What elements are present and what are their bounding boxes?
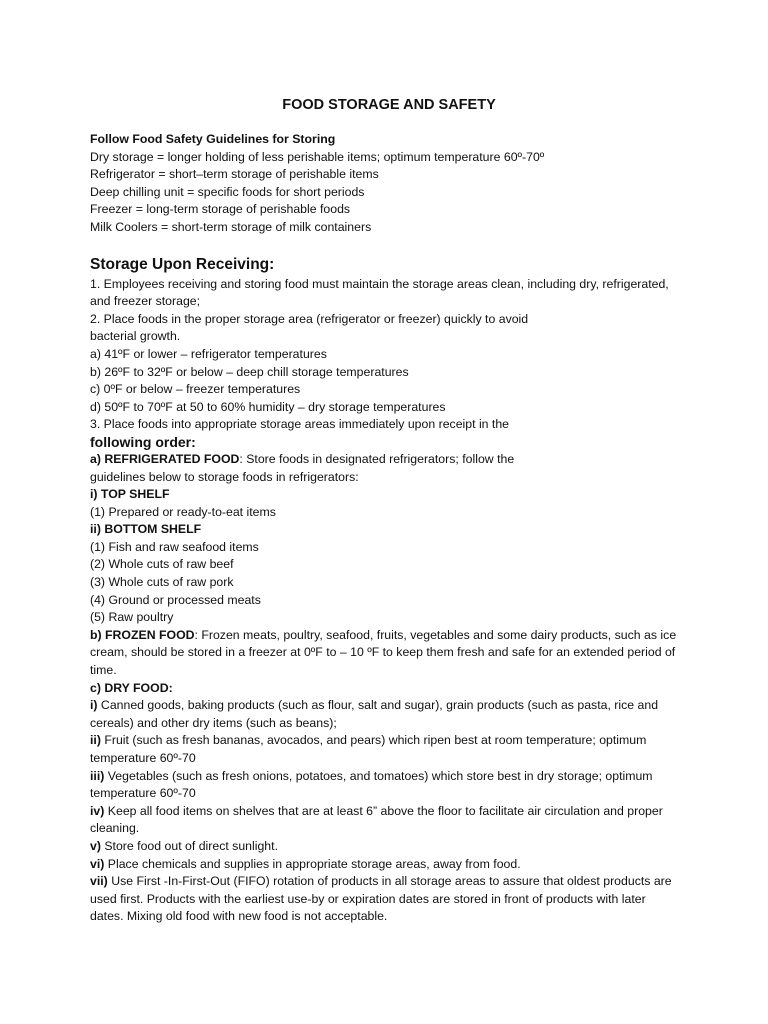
receiving-item-2-line-2: bacterial growth. bbox=[90, 329, 181, 344]
receiving-item-2-line-1: 2. Place foods in the proper storage area (refrigerator or freezer) quickly to avoid bbox=[90, 311, 529, 326]
temp-freezer: c) 0ºF or below – freezer temperatures bbox=[90, 382, 301, 397]
dry-item bbox=[90, 873, 680, 926]
bottom-shelf-item: (4) Ground or processed meats bbox=[90, 592, 261, 607]
frozen-label: b) FROZEN FOOD bbox=[90, 627, 195, 642]
dry-item bbox=[90, 697, 680, 732]
top-shelf-heading: i) TOP SHELF bbox=[90, 487, 170, 502]
dry-item bbox=[90, 803, 680, 838]
dry-item-text: Place chemicals and supplies in appropriate storage areas, away from food. bbox=[104, 856, 521, 871]
document-page bbox=[90, 96, 680, 926]
receiving-item-3: 3. Place foods into appropriate storage areas immediately upon receipt in the bbox=[90, 417, 510, 432]
guidelines-heading: Follow Food Safety Guidelines for Storing bbox=[90, 132, 336, 146]
dry-item-number: iii) bbox=[90, 768, 105, 783]
document-title: FOOD STORAGE AND SAFETY bbox=[282, 97, 496, 113]
dry-item-text: Use First -In-First-Out (FIFO) rotation of products in all storage areas to assure that oldest products are used first. Products with the earliest use-by or expiration dates are stored in front of products with later dates. Mixing old food with new food is not acceptable. bbox=[90, 874, 672, 924]
dry-item-text: Fruit (such as fresh bananas, avocados, and pears) which ripen best at room temperature; optimum temperature 60º-70 bbox=[90, 733, 647, 765]
dry-section bbox=[90, 680, 680, 926]
frozen-text: : Frozen meats, poultry, seafood, fruits, vegetables and some dairy products, such as ice cream, should be stored in a freezer at 0ºF to – 10 ºF to keep them fresh and safe for an extended period of time. bbox=[90, 627, 677, 678]
dry-item bbox=[90, 838, 680, 856]
receiving-item-1: 1. Employees receiving and storing food must maintain the storage areas clean, including dry, refrigerated, and freezer storage; bbox=[90, 276, 669, 309]
guideline-deep-chilling: Deep chilling unit = specific foods for short periods bbox=[90, 184, 365, 199]
dry-item-text: Canned goods, baking products (such as flour, salt and sugar), grain products (such as pasta, rice and cereals) and other dry items (such as beans); bbox=[90, 698, 659, 730]
temp-refrigerator: a) 41ºF or lower – refrigerator temperatures bbox=[90, 346, 327, 361]
bottom-shelf-heading: ii) BOTTOM SHELF bbox=[90, 522, 202, 537]
dry-item-number: vi) bbox=[90, 856, 105, 871]
order-heading: following order: bbox=[90, 433, 196, 450]
bottom-shelf-item: (1) Fish and raw seafood items bbox=[90, 539, 259, 554]
guideline-dry-storage: Dry storage = longer holding of less perishable items; optimum temperature 60º-70º bbox=[90, 149, 545, 164]
dry-item-text: Store food out of direct sunlight. bbox=[100, 838, 278, 853]
dry-item-number: iv) bbox=[90, 803, 105, 818]
refrigerated-section bbox=[90, 451, 680, 627]
refrigerated-text-line-2: guidelines below to storage foods in refrigerators: bbox=[90, 469, 359, 484]
receiving-section bbox=[90, 276, 680, 451]
guideline-milk-coolers: Milk Coolers = short-term storage of milk containers bbox=[90, 219, 372, 234]
guideline-freezer: Freezer = long-term storage of perishable foods bbox=[90, 202, 351, 217]
guideline-refrigerator: Refrigerator = short–term storage of perishable items bbox=[90, 167, 379, 182]
dry-item-text: Keep all food items on shelves that are at least 6” above the floor to facilitate air circulation and proper cleaning. bbox=[90, 803, 663, 836]
receiving-heading: Storage Upon Receiving: bbox=[90, 255, 275, 273]
dry-item-number: ii) bbox=[90, 733, 101, 748]
bottom-shelf-item: (5) Raw poultry bbox=[90, 610, 174, 625]
dry-item-number: i) bbox=[90, 698, 98, 713]
frozen-section bbox=[90, 627, 680, 680]
refrigerated-text-line-1: : Store foods in designated refrigerators; follow the bbox=[239, 451, 515, 466]
dry-food-heading: c) DRY FOOD: bbox=[90, 680, 173, 695]
dry-item-number: vii) bbox=[90, 874, 108, 889]
bottom-shelf-item: (2) Whole cuts of raw beef bbox=[90, 557, 234, 572]
dry-item-text: Vegetables (such as fresh onions, potatoes, and tomatoes) which store best in dry storage; optimum temperature 60º-70 bbox=[90, 768, 653, 801]
refrigerated-label: a) REFRIGERATED FOOD bbox=[90, 451, 240, 466]
bottom-shelf-item: (3) Whole cuts of raw pork bbox=[90, 575, 234, 590]
dry-item bbox=[90, 856, 680, 874]
temp-dry-storage: d) 50ºF to 70ºF at 50 to 60% humidity – dry storage temperatures bbox=[90, 399, 446, 414]
dry-item bbox=[90, 768, 680, 803]
dry-item bbox=[90, 732, 680, 767]
guidelines-section bbox=[90, 131, 680, 237]
dry-item-number: v) bbox=[90, 838, 101, 853]
temp-deep-chill: b) 26ºF to 32ºF or below – deep chill storage temperatures bbox=[90, 364, 409, 379]
top-shelf-item: (1) Prepared or ready-to-eat items bbox=[90, 504, 276, 519]
